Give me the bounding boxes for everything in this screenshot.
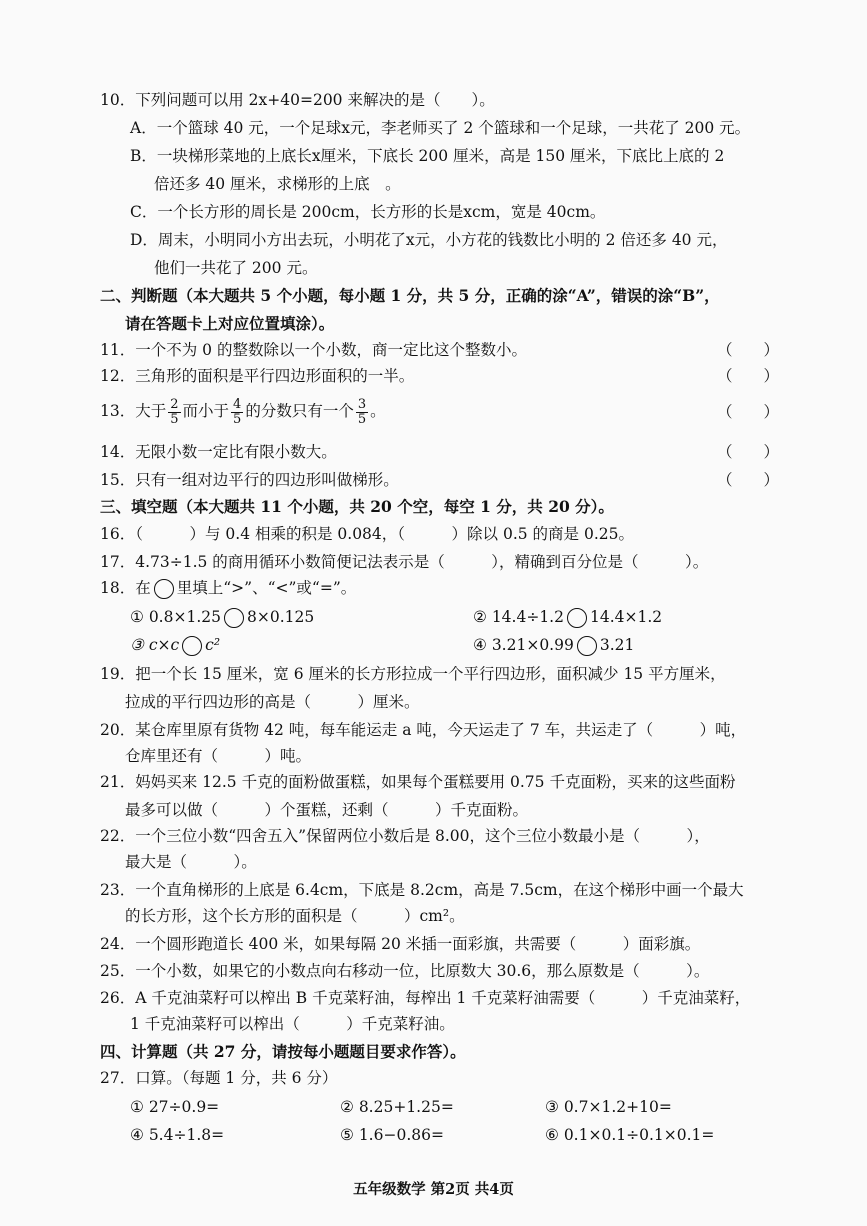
q18-item-1: ① 0.8×1.25 8×0.125 — [130, 608, 315, 626]
q27-item-1: ① 27÷0.9= — [130, 1098, 220, 1116]
q27-item-2: ② 8.25+1.25= — [340, 1098, 454, 1116]
answer-circle-icon — [182, 636, 202, 656]
answer-circle-icon — [567, 608, 587, 628]
q27-item-3: ③ 0.7×1.2+10= — [545, 1098, 672, 1116]
q10-option-a: A．一个篮球 40 元，一个足球x元，李老师买了 2 个篮球和一个足球，一共花了 200 元。 — [130, 119, 751, 137]
q10-option-b-line2: 倍还多 40 厘米，求梯形的上底 。 — [154, 175, 401, 193]
q22-line2: 最大是（ ）。 — [125, 853, 257, 871]
q13-middle: 而小于 — [182, 402, 230, 420]
q11-answer-paren: （ ） — [716, 341, 779, 359]
q13-end: 。 — [370, 402, 386, 420]
q27-item-6: ⑥ 0.1×0.1÷0.1×0.1= — [545, 1126, 715, 1144]
q18-item-3: ③ c×c c² — [130, 636, 221, 654]
q13-answer-paren: （ ） — [716, 403, 779, 421]
q16: 16．（ ）与 0.4 相乘的积是 0.084，（ ）除以 0.5 的商是 0.25。 — [100, 525, 634, 543]
q23-line1: 23．一个直角梯形的上底是 6.4cm，下底是 8.2cm，高是 7.5cm，在这个梯形中画一个最大 — [100, 881, 744, 899]
q24: 24．一个圆形跑道长 400 米，如果每隔 20 米插一面彩旗，共需要（ ）面彩旗。 — [100, 935, 701, 953]
section-3-heading: 三、填空题（本大题共 11 个小题，共 20 个空，每空 1 分，共 20 分）。 — [100, 497, 614, 516]
q12: 12．三角形的面积是平行四边形面积的一半。 — [100, 367, 415, 385]
answer-circle-icon — [577, 636, 597, 656]
q23-line2: 的长方形，这个长方形的面积是（ ）cm²。 — [125, 907, 465, 925]
q21-line2: 最多可以做（ ）个蛋糕，还剩（ ）千克面粉。 — [125, 801, 529, 819]
q14: 14．无限小数一定比有限小数大。 — [100, 443, 337, 461]
q19-line1: 19．把一个长 15 厘米，宽 6 厘米的长方形拉成一个平行四边形，面积减少 15 平方厘米， — [100, 665, 726, 683]
fraction-2-5: $\frac{2}{5}$ — [170, 396, 179, 427]
q18-item-2: ② 14.4÷1.2 14.4×1.2 — [473, 608, 663, 626]
answer-circle-icon — [224, 608, 244, 628]
q18-item-4: ④ 3.21×0.99 3.21 — [473, 636, 635, 654]
q17: 17．4.73÷1.5 的商用循环小数简便记法表示是（ ），精确到百分位是（ ）。 — [100, 553, 709, 571]
section-2-heading-line1: 二、判断题（本大题共 5 个小题，每小题 1 分，共 5 分，正确的涂“A”，错误的涂“B”， — [100, 286, 720, 305]
q25: 25．一个小数，如果它的小数点向右移动一位，比原数大 30.6，那么原数是（ ）。 — [100, 962, 710, 980]
section-2-heading-line2: 请在答题卡上对应位置填涂）。 — [125, 314, 335, 333]
q13-middle2: 的分数只有一个 — [245, 402, 354, 420]
q15: 15．只有一组对边平行的四边形叫做梯形。 — [100, 471, 399, 489]
q19-line2: 拉成的平行四边形的高是（ ）厘米。 — [125, 693, 420, 711]
q11: 11．一个不为 0 的整数除以一个小数，商一定比这个整数小。 — [100, 341, 527, 359]
q15-answer-paren: （ ） — [716, 471, 779, 489]
fraction-3-5: $\frac{3}{5}$ — [357, 396, 367, 427]
q18-suffix: 里填上“>”、“<”或“=”。 — [176, 579, 357, 597]
fraction-4-5: $\frac{4}{5}$ — [233, 396, 242, 427]
q10-option-b-line1: B．一块梯形菜地的上底长x厘米，下底长 200 厘米，高是 150 厘米，下底比上底的 2 — [130, 147, 725, 165]
q13 — [100, 393, 386, 429]
q18-prefix: 18．在 — [100, 579, 151, 597]
q20-line1: 20．某仓库里原有货物 42 吨，每车能运走 a 吨，今天运走了 7 车，共运走了（ ）吨， — [100, 721, 747, 739]
q10-option-d-line2: 他们一共花了 200 元。 — [154, 259, 318, 277]
q13-prefix: 13．大于 — [100, 402, 167, 420]
q10-option-c: C．一个长方形的周长是 200cm，长方形的长是xcm，宽是 40cm。 — [130, 203, 606, 221]
q10-option-d-line1: D．周末，小明同小方出去玩，小明花了x元，小方花的钱数比小明的 2 倍还多 40 元， — [130, 231, 728, 249]
q27-title: 27．口算。（每题 1 分，共 6 分） — [100, 1069, 338, 1087]
q21-line1: 21．妈妈买来 12.5 千克的面粉做蛋糕，如果每个蛋糕要用 0.75 千克面粉，买来的这些面粉 — [100, 773, 736, 791]
compare-circle-icon — [154, 579, 174, 599]
q26-line1: 26．A 千克油菜籽可以榨出 B 千克菜籽油，每榨出 1 千克菜籽油需要（ ）千克油菜籽， — [100, 989, 751, 1007]
section-4-heading: 四、计算题（共 27 分，请按每小题题目要求作答）。 — [100, 1042, 466, 1061]
q20-line2: 仓库里还有（ ）吨。 — [125, 747, 312, 765]
q22-line1: 22．一个三位小数“四舍五入”保留两位小数后是 8.00，这个三位小数最小是（ ）， — [100, 827, 710, 845]
q26-line2: 1 千克油菜籽可以榨出（ ）千克菜籽油。 — [130, 1015, 455, 1033]
q10-stem: 10．下列问题可以用 2x+40=200 来解决的是（ ）。 — [100, 91, 495, 109]
q12-answer-paren: （ ） — [716, 367, 779, 385]
q14-answer-paren: （ ） — [716, 443, 779, 461]
page-footer: 五年级数学 第2页 共4页 — [353, 1181, 514, 1198]
q18-stem — [100, 578, 356, 599]
q27-item-5: ⑤ 1.6−0.86= — [340, 1126, 444, 1144]
q27-item-4: ④ 5.4÷1.8= — [130, 1126, 225, 1144]
